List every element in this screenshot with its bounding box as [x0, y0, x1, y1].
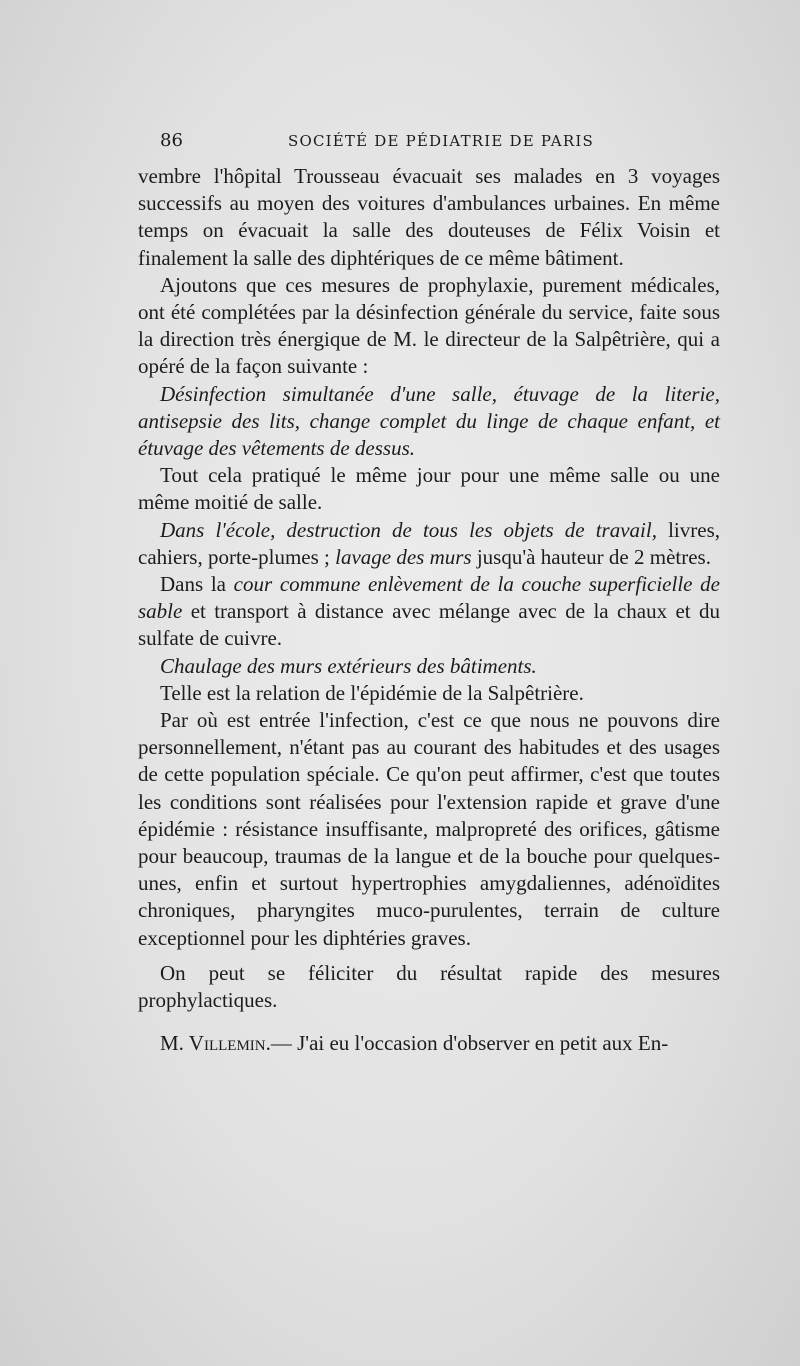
paragraph-result: On peut se féliciter du résultat rapide des mesures prophylactiques. [138, 960, 720, 1013]
running-head: SOCIÉTÉ DE PÉDIATRIE DE PARIS [288, 132, 594, 150]
paragraph-villemin [138, 1030, 720, 1057]
paragraph-disinfection [138, 381, 720, 463]
courtyard-text-1: Dans la [160, 572, 234, 597]
villemin-text: — J'ai eu l'occasion d'observer en petit aux En- [270, 1031, 669, 1056]
school-italic-2: lavage des murs [335, 544, 472, 569]
school-text-2: jusqu'à hauteur de 2 mètres. [471, 544, 711, 569]
paragraph-same-day: Tout cela pratiqué le même jour pour une même salle ou une même moitié de salle. [138, 463, 720, 515]
paragraph-courtyard [138, 571, 720, 653]
paragraph-chaulage [138, 653, 720, 680]
paragraph-evacuation: vembre l'hôpital Trousseau évacuait ses malades en 3 voyages successifs au moyen des voitures d'ambulances urbaines. En même temps on évacuait la salle des douteuses de Félix Voisin et finalement la salle des diphtériques de ce même bâtiment. [138, 164, 720, 270]
page-header [160, 130, 720, 160]
paragraph-relation: Telle est la relation de l'épidémie de la Salpêtrière. [160, 680, 584, 705]
school-text-1: livres, cahiers, porte-plumes ; [138, 517, 721, 569]
paragraph-infection: Par où est entrée l'infection, c'est ce que nous ne pouvons dire personnellement, n'étant pas au courant des habitudes et des usages de cette population spéciale. Ce qu'on peut affirmer, c'est que toutes les conditions sont réalisées pour l'extension rapide et grave d'une épidémie : résistance insuffisante, malpropreté des orifices, gâtisme pour beaucoup, traumas de la langue et de la bouche pour quelques-unes, enfin et surtout hypertrophies amygdaliennes, adénoïdites chroniques, pharyngites muco-purulentes, terrain de culture exceptionnel pour les diphtéries graves. [138, 708, 720, 950]
disinfection-italic: Désinfection simultanée d'une salle, étuvage de la literie, antisepsie des lits, change complet du linge de chaque enfant, et étuvage des vêtements de dessus. [138, 381, 720, 461]
speaker-name: M. Villemin. [160, 1031, 271, 1056]
courtyard-italic: cour commune enlèvement de la couche superficielle de sable [138, 572, 720, 624]
courtyard-text-2: et transport à distance avec mélange avec de la chaux et du sulfate de cuivre. [138, 599, 720, 651]
chaulage-italic: Chaulage des murs extérieurs des bâtiments. [160, 653, 537, 678]
page-number: 86 [160, 130, 183, 151]
paragraph-school [138, 517, 720, 571]
body-text [138, 163, 720, 1058]
school-italic-1: Dans l'école, destruction de tous les objets de travail, [160, 517, 657, 542]
paragraph-prophylaxis: Ajoutons que ces mesures de prophylaxie, purement médicales, ont été complétées par la désinfection générale du service, faite sous la direction très énergique de M. le directeur de la Salpêtrière, qui a opéré de la façon suivante : [138, 272, 720, 379]
